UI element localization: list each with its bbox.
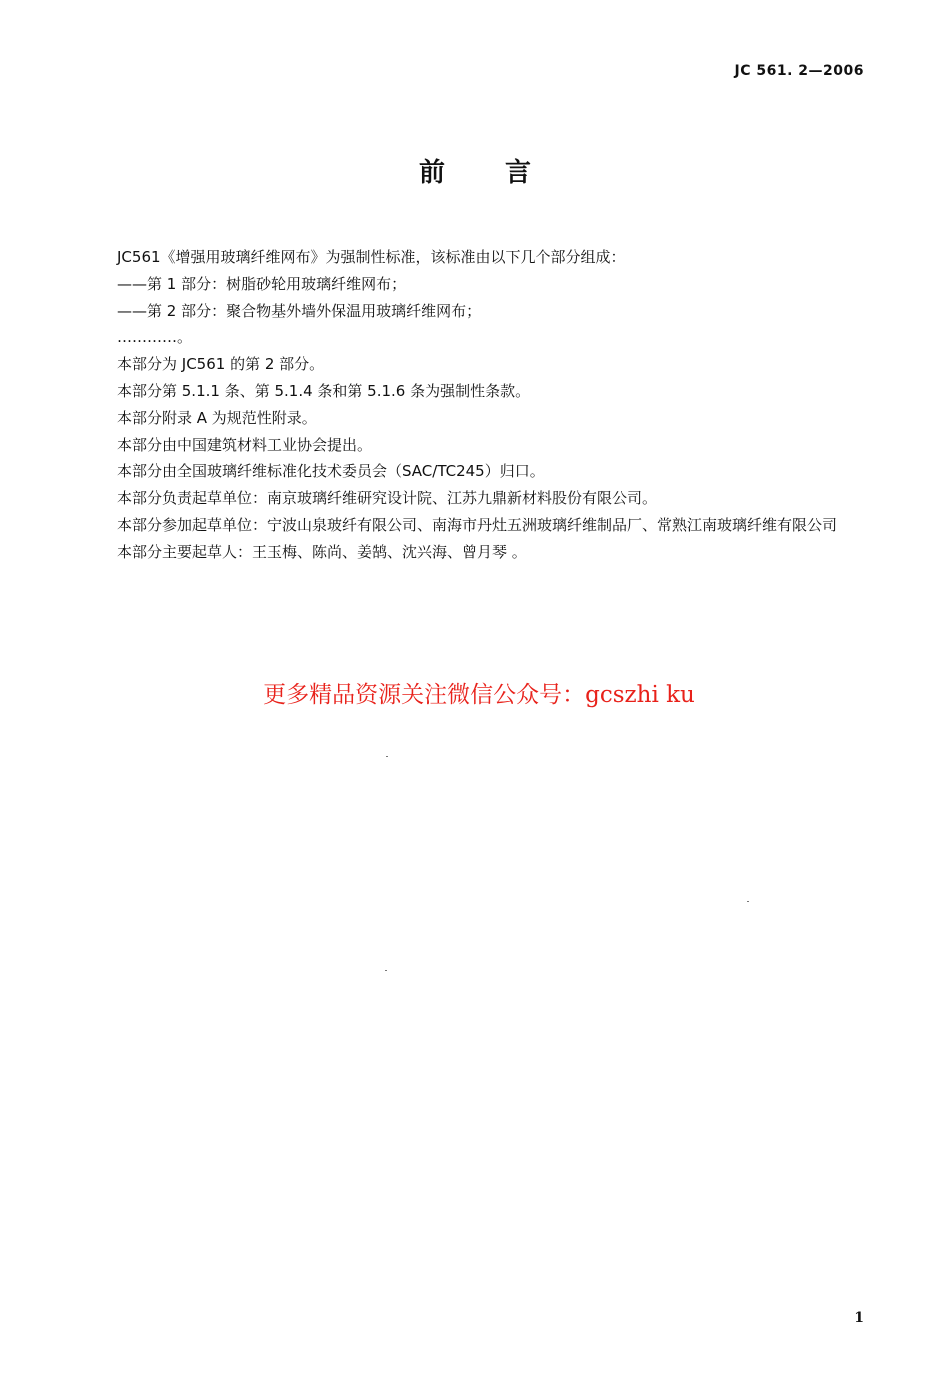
standard-code: JC 561. 2—2006 <box>734 63 864 79</box>
paragraph-committee: 本部分由全国玻璃纤维标准化技术委员会（SAC/TC245）归口。 <box>117 462 545 481</box>
page-title <box>0 152 950 189</box>
title-char-1: 前 <box>418 158 445 188</box>
paragraph-ellipsis: …………。 <box>117 328 193 347</box>
foreword-body <box>83 244 869 566</box>
paragraph-main-drafters: 本部分主要起草人：王玉梅、陈尚、姜鹄、沈兴海、曾月琴 。 <box>117 542 527 561</box>
page-number: 1 <box>854 1310 864 1326</box>
scan-speck <box>386 756 388 757</box>
paragraph-intro: JC561《增强用玻璃纤维网布》为强制性标准，该标准由以下几个部分组成： <box>117 248 626 266</box>
scan-speck <box>385 970 387 971</box>
paragraph-proposer: 本部分由中国建筑材料工业协会提出。 <box>117 435 373 454</box>
scan-speck <box>747 901 749 902</box>
paragraph-part-1: ——第 1 部分：树脂砂轮用玻璃纤维网布； <box>117 274 407 293</box>
paragraph-part-2: ——第 2 部分：聚合物基外墙外保温用玻璃纤维网布； <box>117 301 482 320</box>
promo-watermark-text: 更多精品资源关注微信公众号：gcszhi ku <box>263 682 695 708</box>
paragraph-mandatory-clauses: 本部分第 5.1.1 条、第 5.1.4 条和第 5.1.6 条为强制性条款。 <box>117 381 531 400</box>
paragraph-participating-drafters: 本部分参加起草单位：宁波山泉玻纤有限公司、南海市丹灶五洲玻璃纤维制品厂、常熟江南玻璃纤维有限公司 <box>117 515 838 534</box>
paragraph-lead-drafters: 本部分负责起草单位：南京玻璃纤维研究设计院、江苏九鼎新材料股份有限公司。 <box>117 489 658 508</box>
paragraph-annex: 本部分附录 A 为规范性附录。 <box>117 408 317 427</box>
paragraph-part-scope: 本部分为 JC561 的第 2 部分。 <box>117 355 325 374</box>
title-char-2: 言 <box>505 158 532 188</box>
